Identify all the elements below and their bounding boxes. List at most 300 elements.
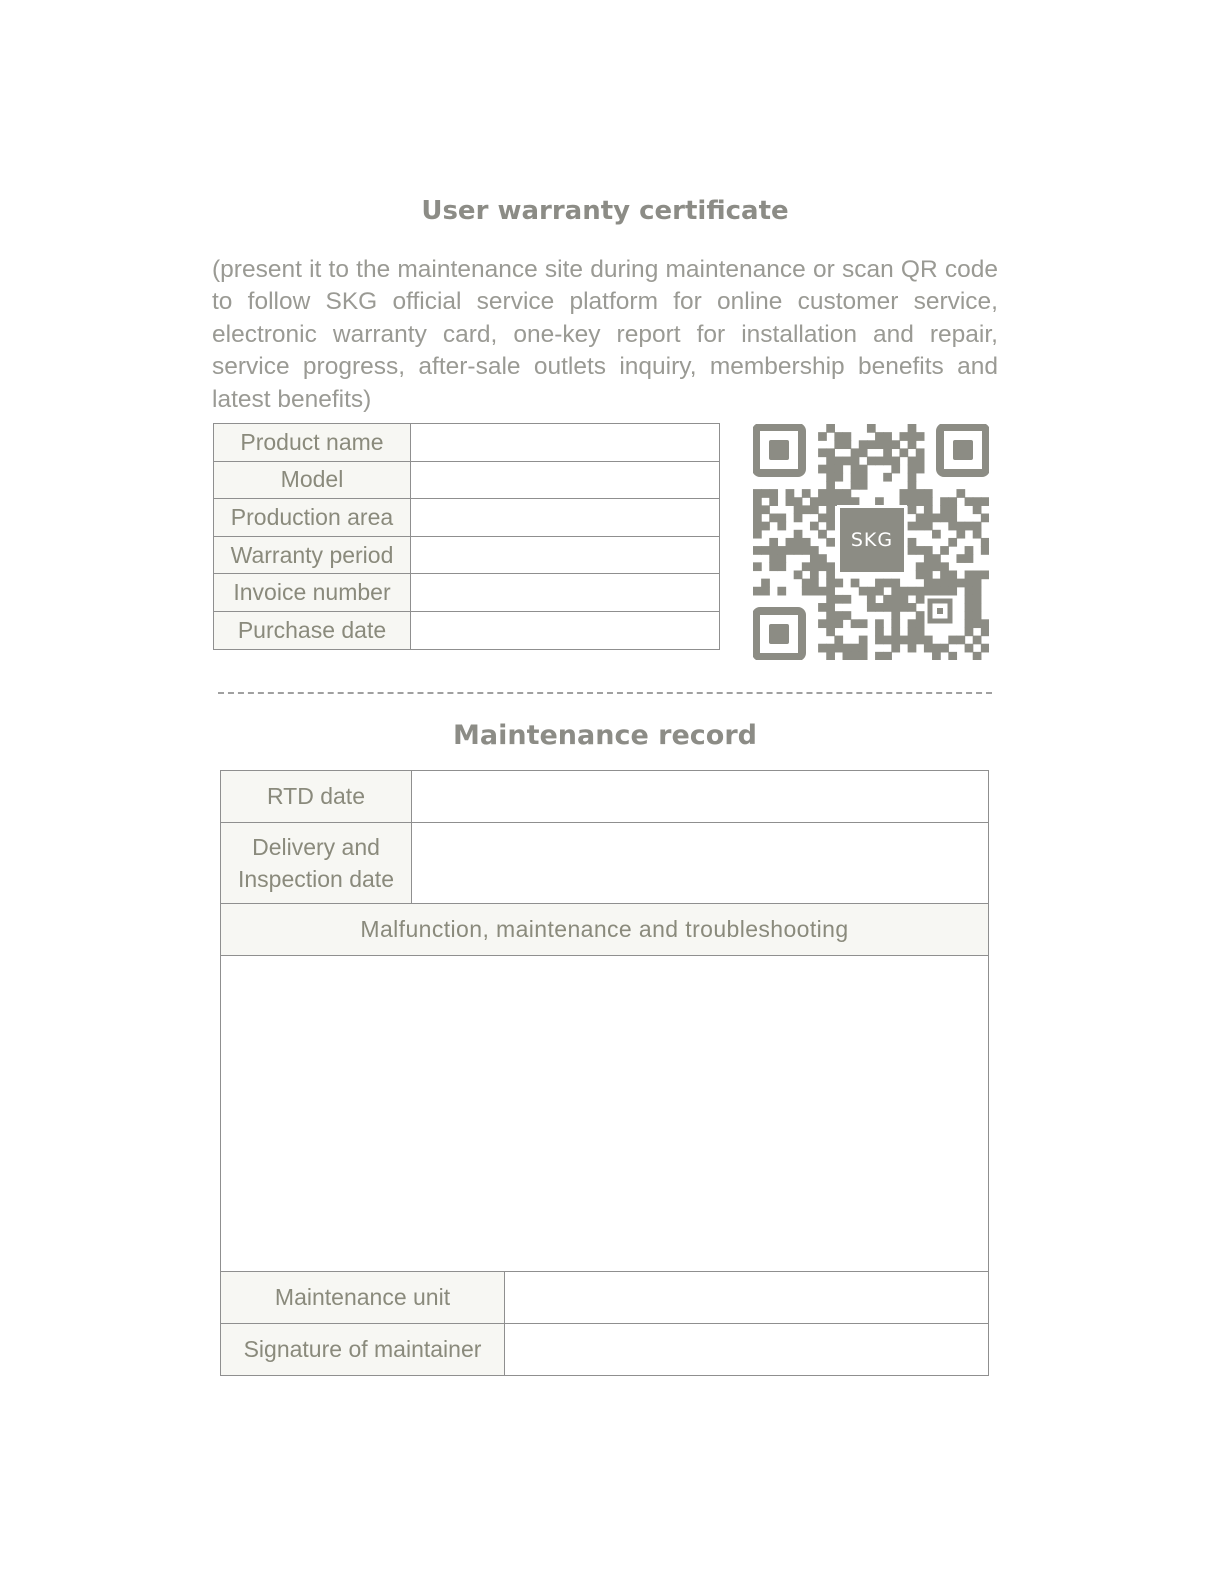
qr-module (908, 603, 917, 612)
purchase-date-field[interactable] (411, 611, 720, 649)
qr-module (851, 652, 860, 660)
qr-finder-bottom-left (756, 611, 802, 657)
cut-line (218, 692, 992, 694)
production-area-label: Production area (214, 499, 411, 537)
qr-module (761, 505, 770, 514)
qr-module (908, 473, 917, 482)
qr-module (924, 562, 933, 571)
qr-module (883, 652, 892, 660)
qr-module (932, 644, 941, 653)
qr-module (908, 440, 917, 449)
qr-module (932, 587, 941, 596)
qr-module (818, 603, 827, 612)
qr-module (908, 481, 917, 490)
qr-module (948, 587, 957, 596)
qr-module (851, 473, 860, 482)
qr-module (965, 579, 974, 588)
qr-module (826, 652, 835, 660)
qr-module (981, 538, 989, 547)
qr-module (981, 546, 989, 555)
qr-module (924, 497, 933, 506)
qr-module (859, 448, 868, 457)
qr-module (875, 627, 884, 636)
qr-module (916, 546, 925, 555)
qr-module (851, 644, 860, 653)
qr-module (916, 522, 925, 531)
qr-module (973, 497, 982, 506)
qr-module (818, 448, 827, 457)
qr-module (899, 587, 908, 596)
qr-module (818, 514, 827, 523)
qr-module (916, 611, 925, 620)
table-row (221, 956, 989, 1272)
qr-module (818, 489, 827, 498)
qr-module (859, 481, 868, 490)
qr-module (908, 587, 917, 596)
qr-module (826, 481, 835, 490)
qr-module (867, 603, 876, 612)
qr-module (867, 440, 876, 449)
qr-module (859, 652, 868, 660)
qr-module (753, 489, 762, 498)
qr-module (753, 546, 762, 555)
qr-finder-top-right (940, 427, 986, 473)
qr-module (916, 636, 925, 645)
qr-module (916, 514, 925, 523)
qr-module (973, 587, 982, 596)
qr-module (965, 627, 974, 636)
qr-module (891, 440, 900, 449)
qr-module (956, 579, 965, 588)
qr-module (899, 497, 908, 506)
qr-module (883, 473, 892, 482)
qr-module (924, 554, 933, 563)
qr-module (981, 570, 989, 579)
qr-module (761, 587, 770, 596)
qr-module (851, 448, 860, 457)
qr-module (834, 465, 843, 474)
qr-module (859, 473, 868, 482)
qr-module (916, 432, 925, 441)
qr-module (786, 497, 795, 506)
maintenance-unit-label: Maintenance unit (221, 1272, 505, 1324)
qr-module (802, 489, 811, 498)
qr-module (965, 595, 974, 604)
qr-module (826, 570, 835, 579)
table-row (221, 771, 989, 823)
qr-module (956, 554, 965, 563)
qr-module (826, 522, 835, 531)
qr-module (981, 627, 989, 636)
qr-module (875, 497, 884, 506)
maintenance-unit-field[interactable] (505, 1272, 989, 1324)
qr-module (908, 619, 917, 628)
warranty-period-label: Warranty period (214, 536, 411, 574)
qr-module (924, 505, 933, 514)
qr-module (818, 497, 827, 506)
qr-module (859, 440, 868, 449)
qr-module (940, 562, 949, 571)
warranty-period-field[interactable] (411, 536, 720, 574)
qr-module (859, 644, 868, 653)
qr-module (786, 489, 795, 498)
qr-module (908, 546, 917, 555)
qr-module (875, 457, 884, 466)
qr-module (956, 489, 965, 498)
qr-module (883, 440, 892, 449)
qr-module (769, 538, 778, 547)
qr-module (843, 611, 852, 620)
table-row (221, 1324, 989, 1376)
skg-logo (837, 505, 907, 575)
qr-module (916, 595, 925, 604)
qr-module (908, 538, 917, 547)
qr-module (883, 636, 892, 645)
qr-module (810, 587, 819, 596)
qr-module (940, 579, 949, 588)
qr-module (932, 562, 941, 571)
qr-module (973, 530, 982, 539)
table-row (221, 823, 989, 904)
qr-module (810, 505, 819, 514)
table-row (214, 574, 720, 612)
product-name-field[interactable] (411, 424, 720, 462)
qr-module (875, 579, 884, 588)
qr-module (794, 505, 803, 514)
qr-module (965, 497, 974, 506)
malfunction-description-field[interactable] (221, 956, 989, 1272)
qr-module (973, 570, 982, 579)
qr-module (940, 644, 949, 653)
qr-module (761, 522, 770, 531)
qr-module (973, 603, 982, 612)
qr-module (810, 546, 819, 555)
qr-module (826, 497, 835, 506)
qr-module (965, 546, 974, 555)
delivery-label-line2: Inspection date (237, 866, 394, 892)
qr-module (826, 448, 835, 457)
qr-module (834, 473, 843, 482)
qr-module (753, 497, 762, 506)
qr-module (948, 636, 957, 645)
qr-module (899, 595, 908, 604)
qr-module (802, 562, 811, 571)
qr-module (965, 522, 974, 531)
qr-module (826, 473, 835, 482)
qr-module (899, 603, 908, 612)
qr-module (753, 587, 762, 596)
qr-module (891, 465, 900, 474)
table-row (221, 1272, 989, 1324)
qr-module (867, 587, 876, 596)
qr-module (973, 652, 982, 660)
qr-module (802, 546, 811, 555)
qr-module (843, 457, 852, 466)
qr-module (843, 432, 852, 441)
qr-module (843, 595, 852, 604)
qr-module (826, 514, 835, 523)
delivery-inspection-date-label (221, 823, 412, 904)
qr-module (891, 603, 900, 612)
qr-module (834, 619, 843, 628)
skg-logo-text: SKG (850, 529, 894, 551)
qr-module (883, 457, 892, 466)
qr-module (981, 514, 989, 523)
qr-module (965, 554, 974, 563)
qr-module (916, 497, 925, 506)
qr-module (948, 579, 957, 588)
qr-module (973, 619, 982, 628)
qr-module (916, 627, 925, 636)
qr-module (932, 530, 941, 539)
qr-module (826, 579, 835, 588)
qr-module (908, 627, 917, 636)
qr-module (818, 562, 827, 571)
qr-module (924, 636, 933, 645)
qr-module (973, 636, 982, 645)
qr-module (851, 619, 860, 628)
qr-module (916, 570, 925, 579)
qr-module (834, 497, 843, 506)
qr-module (777, 514, 786, 523)
qr-module (916, 587, 925, 596)
qr-module (818, 432, 827, 441)
qr-module (810, 554, 819, 563)
qr-module (948, 497, 957, 506)
qr-module (777, 546, 786, 555)
qr-module (834, 489, 843, 498)
qr-module (883, 448, 892, 457)
qr-module (908, 636, 917, 645)
maintenance-record-table (220, 770, 989, 1376)
qr-module (940, 505, 949, 514)
qr-module (786, 546, 795, 555)
qr-module (924, 570, 933, 579)
qr-module (843, 644, 852, 653)
qr-module (818, 619, 827, 628)
qr-module (908, 465, 917, 474)
product-info-table (213, 423, 720, 650)
qr-module (883, 603, 892, 612)
qr-module (810, 522, 819, 531)
qr-module (834, 457, 843, 466)
qr-module (826, 619, 835, 628)
qr-module (826, 489, 835, 498)
qr-module (843, 440, 852, 449)
qr-module (802, 587, 811, 596)
qr-module (794, 514, 803, 523)
qr-module (786, 538, 795, 547)
qr-module (834, 595, 843, 604)
qr-module (891, 587, 900, 596)
qr-module (777, 554, 786, 563)
qr-module (973, 505, 982, 514)
qr-module (867, 595, 876, 604)
qr-module (883, 595, 892, 604)
qr-module (965, 603, 974, 612)
table-row (214, 611, 720, 649)
qr-module (810, 579, 819, 588)
qr-module (818, 530, 827, 539)
malfunction-header: Malfunction, maintenance and troubleshooting (221, 904, 989, 956)
qr-module (818, 465, 827, 474)
qr-module (834, 611, 843, 620)
qr-module (761, 579, 770, 588)
qr-module (916, 465, 925, 474)
qr-module (916, 448, 925, 457)
qr-module (908, 432, 917, 441)
qr-module (834, 644, 843, 653)
qr-module (940, 514, 949, 523)
qr-module (794, 530, 803, 539)
model-label: Model (214, 461, 411, 499)
qr-module (965, 570, 974, 579)
qr-module (826, 562, 835, 571)
qr-module (981, 644, 989, 653)
delivery-label-line1: Delivery and (252, 834, 380, 860)
qr-module (753, 514, 762, 523)
qr-module (956, 636, 965, 645)
qr-module (973, 522, 982, 531)
qr-module (899, 448, 908, 457)
qr-module (753, 522, 762, 531)
qr-module (867, 457, 876, 466)
qr-module (826, 538, 835, 547)
qr-module (769, 562, 778, 571)
model-field[interactable] (411, 461, 720, 499)
qr-module (948, 570, 957, 579)
qr-module (940, 546, 949, 555)
qr-module (924, 644, 933, 653)
qr-module (859, 619, 868, 628)
qr-module (899, 636, 908, 645)
invoice-number-label: Invoice number (214, 574, 411, 612)
invoice-number-field[interactable] (411, 574, 720, 612)
qr-module (981, 497, 989, 506)
qr-module (981, 619, 989, 628)
qr-module (826, 627, 835, 636)
qr-module (826, 595, 835, 604)
qr-module (916, 457, 925, 466)
qr-module (761, 546, 770, 555)
qr-module (973, 595, 982, 604)
qr-module (908, 644, 917, 653)
warranty-title: User warranty certificate (421, 196, 789, 226)
qr-module (899, 489, 908, 498)
signature-of-maintainer-field[interactable] (505, 1324, 989, 1376)
qr-module (948, 538, 957, 547)
qr-module (826, 611, 835, 620)
qr-module (940, 570, 949, 579)
qr-module (875, 603, 884, 612)
qr-module (908, 497, 917, 506)
qr-module (769, 554, 778, 563)
qr-module (826, 465, 835, 474)
warranty-intro: (present it to the maintenance site during maintenance or scan QR code to follow SKG official service platform for online customer service, electronic warranty card, one-key report for installation and repair, service progress, after-sale outlets inquiry, membership benefits and latest benefits) (212, 256, 998, 413)
signature-of-maintainer-label: Signature of maintainer (221, 1324, 505, 1376)
qr-module (965, 619, 974, 628)
qr-module (851, 497, 860, 506)
qr-module (875, 636, 884, 645)
qr-module (802, 505, 811, 514)
qr-module (826, 457, 835, 466)
product-name-label: Product name (214, 424, 411, 462)
qr-module (883, 432, 892, 441)
qr-module (859, 465, 868, 474)
qr-module (826, 505, 835, 514)
qr-module (908, 489, 917, 498)
qr-module (924, 579, 933, 588)
qr-module (851, 465, 860, 474)
table-row (214, 461, 720, 499)
qr-module (924, 587, 933, 596)
qr-module (956, 530, 965, 539)
qr-module (875, 652, 884, 660)
delivery-inspection-date-field[interactable] (412, 823, 989, 904)
rtd-date-field[interactable] (412, 771, 989, 823)
qr-module (891, 636, 900, 645)
qr-module (891, 595, 900, 604)
qr-module (843, 652, 852, 660)
qr-module (834, 579, 843, 588)
table-row (214, 499, 720, 537)
qr-module (908, 505, 917, 514)
qr-module (932, 514, 941, 523)
qr-module (761, 489, 770, 498)
qr-module (834, 636, 843, 645)
qr-module (851, 481, 860, 490)
qr-module (802, 579, 811, 588)
qr-module (924, 546, 933, 555)
qr-module (810, 497, 819, 506)
qr-code[interactable] (753, 424, 989, 660)
qr-module (883, 579, 892, 588)
qr-module (924, 514, 933, 523)
qr-module (794, 570, 803, 579)
qr-module (916, 562, 925, 571)
qr-module (875, 440, 884, 449)
qr-module (940, 587, 949, 596)
qr-module (956, 522, 965, 531)
maintenance-title: Maintenance record (453, 720, 757, 751)
qr-module (769, 489, 778, 498)
purchase-date-label: Purchase date (214, 611, 411, 649)
qr-module (802, 538, 811, 547)
qr-module (843, 497, 852, 506)
qr-module (932, 579, 941, 588)
qr-module (867, 424, 876, 433)
qr-module (891, 619, 900, 628)
qr-module (859, 636, 868, 645)
qr-module (932, 652, 941, 660)
qr-module (859, 587, 868, 596)
qr-module (948, 505, 957, 514)
qr-module (875, 619, 884, 628)
production-area-field[interactable] (411, 499, 720, 537)
qr-module (891, 627, 900, 636)
qr-module (753, 562, 762, 571)
qr-module (810, 562, 819, 571)
qr-module (940, 497, 949, 506)
qr-module (875, 432, 884, 441)
qr-module (908, 424, 917, 433)
qr-module (908, 457, 917, 466)
qr-module (924, 489, 933, 498)
table-row (214, 536, 720, 574)
qr-module (753, 505, 762, 514)
qr-module (818, 587, 827, 596)
qr-module (891, 457, 900, 466)
